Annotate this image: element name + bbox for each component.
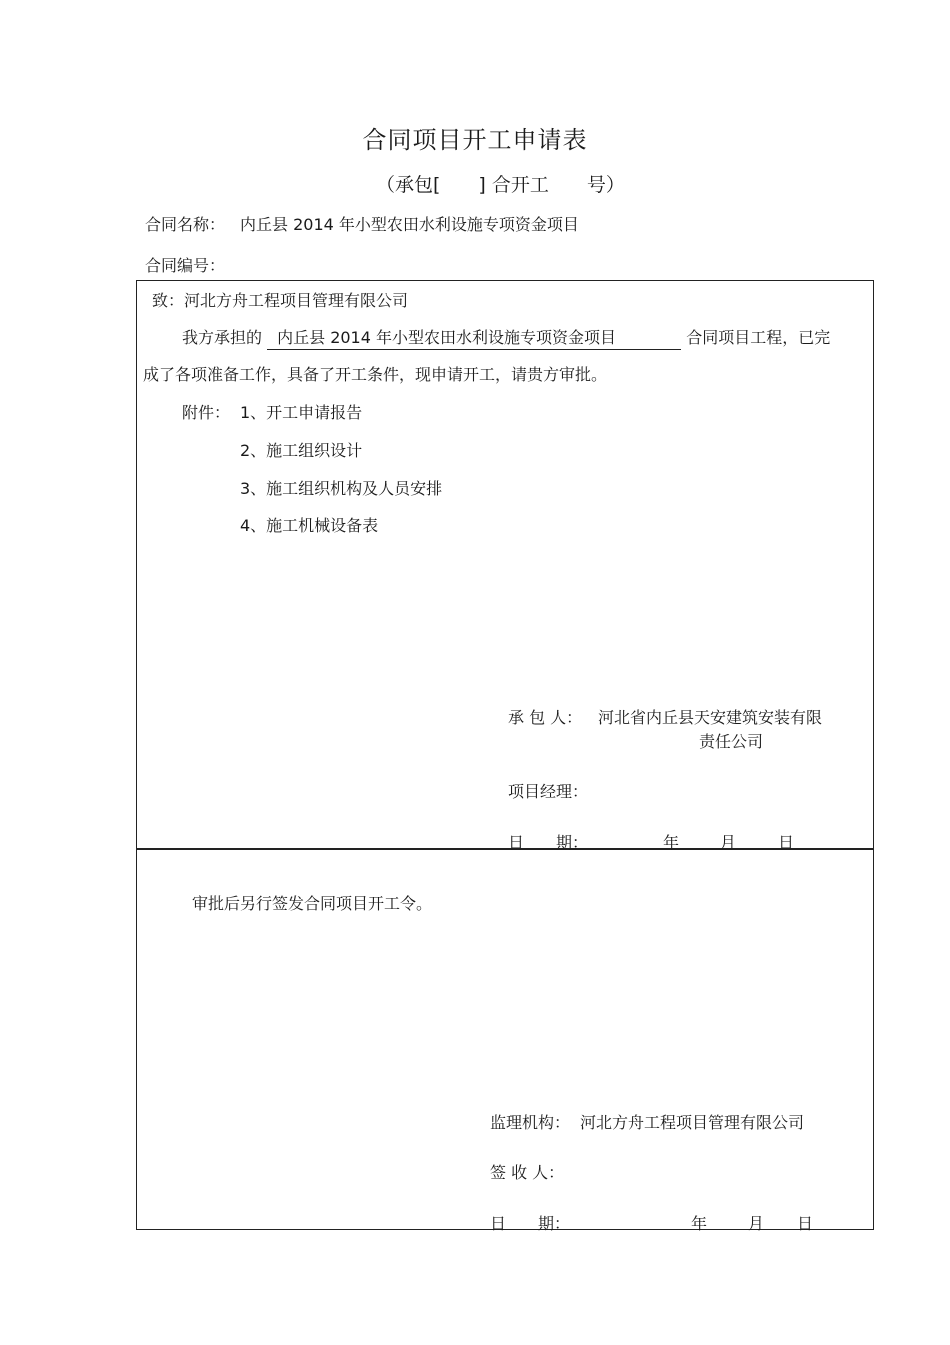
body-line-1: [182, 325, 830, 350]
supervisor-label: 监理机构：: [490, 1113, 571, 1132]
body-line-2: 成了各项准备工作，具备了开工条件，现申请开工，请贵方审批。: [143, 365, 608, 384]
date-label: 日 期：: [490, 1214, 571, 1233]
attachment-item: 4、施工机械设备表: [240, 516, 379, 535]
date-year: 年: [663, 833, 680, 852]
body-project: 内丘县 2014 年小型农田水利设施专项资金项目: [267, 325, 681, 350]
attachment-item: 1、开工申请报告: [240, 403, 363, 422]
approval-note: 审批后另行签发合同项目开工令。: [192, 894, 433, 913]
form-number: （承包[ ] 合开工 号）: [376, 174, 625, 196]
page-title: 合同项目开工申请表: [362, 126, 588, 154]
date-month: 月: [748, 1214, 765, 1233]
contract-name-value: 内丘县 2014 年小型农田水利设施专项资金项目: [240, 215, 579, 234]
date-day: 日: [778, 833, 795, 852]
date-month: 月: [720, 833, 737, 852]
date-label: 日 期：: [508, 833, 589, 852]
attachment-item: 2、施工组织设计: [240, 441, 363, 460]
body-prefix: 我方承担的: [182, 328, 263, 347]
contractor-label: 承 包 人：: [508, 708, 583, 727]
contract-name-label: 合同名称：: [145, 215, 226, 234]
body-suffix: 合同项目工程，已完: [686, 328, 831, 347]
date-day: 日: [797, 1214, 814, 1233]
contract-no-label: 合同编号：: [145, 256, 226, 275]
supervisor-value: 河北方舟工程项目管理有限公司: [580, 1113, 805, 1132]
contractor-line-1: 河北省内丘县天安建筑安装有限: [598, 708, 823, 727]
attachment-item: 3、施工组织机构及人员安排: [240, 479, 443, 498]
signer-label: 签 收 人：: [490, 1163, 565, 1182]
date-year: 年: [691, 1214, 708, 1233]
addressee: 致：河北方舟工程项目管理有限公司: [152, 291, 409, 310]
contractor-line-2: 责任公司: [699, 732, 764, 751]
manager-label: 项目经理：: [508, 782, 589, 801]
attachments-label: 附件：: [182, 403, 231, 422]
